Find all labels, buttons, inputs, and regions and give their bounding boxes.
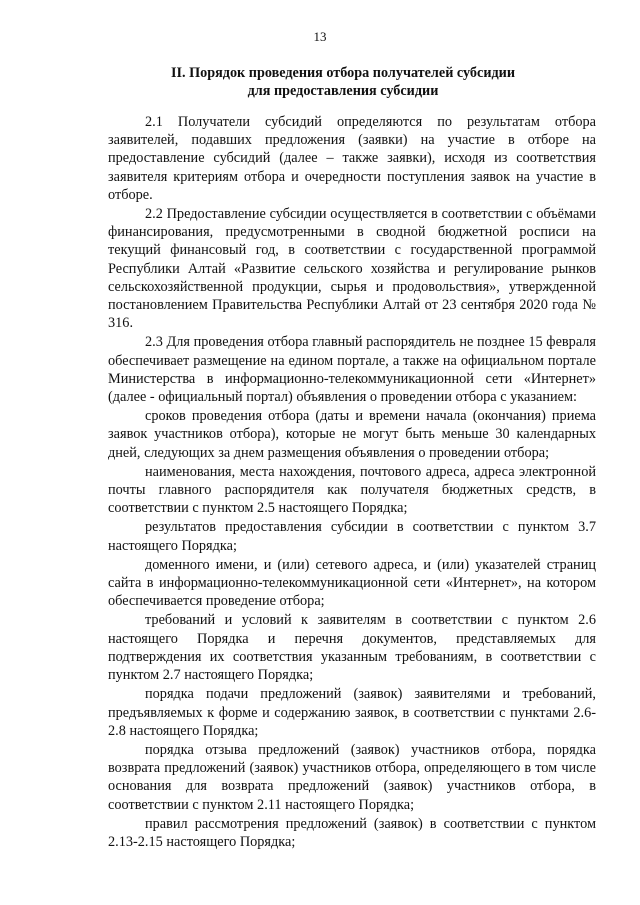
- paragraph-2-1: 2.1 Получатели субсидий определяются по результатам отбора заявителей, подавших предложения (заявки) на участие в отборе на предоставление субсидий (далее – также заявки), исходя из соответствия заявителя критериям отбора и очередности поступления заявок на участие в отборе.: [108, 114, 596, 203]
- paragraph-2-2: 2.2 Предоставление субсидии осуществляется в соответствии с объёмами финансирования, предусмотренными в сводной бюджетной росписи на текущий финансовый год, в соответствии с государственной программой Республики Алтай «Развитие сельского хозяйства и регулирование рынков сельскохозяйственной продукции, сырья и продовольствия», утвержденной постановлением Правительства Республики Алтай от 23 сентября 2020 года № 316.: [108, 206, 596, 332]
- list-item-withdrawal-order: порядка отзыва предложений (заявок) участников отбора, порядка возврата предложений (заявок) участников отбора, определяющего в том числе основания для возврата предложений (заявок) участников отбора, в соответствии с пунктом 2.11 настоящего Порядка;: [108, 741, 596, 813]
- list-item-review-rules: правил рассмотрения предложений (заявок) в соответствии с пунктом 2.13-2.15 настоящего Порядка;: [108, 815, 596, 850]
- section-heading-line-2: для предоставления субсидии: [247, 83, 439, 99]
- paragraph-2-3: 2.3 Для проведения отбора главный распорядитель не позднее 15 февраля обеспечивает размещение на едином портале, а также на официальном портале Министерства в информационно-телекоммуникационной сети «Интернет» (далее - официальный портал) объявления о проведении отбора с указанием:: [108, 334, 596, 406]
- section-heading-line-1: II. Порядок проведения отбора получателей субсидии: [170, 65, 516, 81]
- list-item-submission-order: порядка подачи предложений (заявок) заявителями и требований, предъявляемых к форме и содержанию заявок, в соответствии с пунктами 2.6-2.8 настоящего Порядка;: [108, 686, 596, 739]
- list-item-distributor-info: наименования, места нахождения, почтового адреса, адреса электронной почты главного распорядителя как получателя бюджетных средств, в соответствии с пунктом 2.5 настоящего Порядка;: [108, 463, 596, 517]
- list-item-results: результатов предоставления субсидии в соответствии с пунктом 3.7 настоящего Порядка;: [108, 519, 596, 554]
- list-item-domain-name: доменного имени, и (или) сетевого адреса, и (или) указателей страниц сайта в информационно-телекоммуникационной сети «Интернет», на котором обеспечивается проведение отбора;: [108, 556, 596, 610]
- document-body: [108, 113, 596, 851]
- page-number: 13: [313, 29, 327, 44]
- list-item-deadlines: сроков проведения отбора (даты и времени начала (окончания) приема заявок участников отбора), которые не могут быть меньше 30 календарных дней, следующих за днем размещения объявления о проведении отбора;: [108, 408, 596, 461]
- section-heading: [108, 64, 578, 100]
- list-item-requirements: требований и условий к заявителям в соответствии с пунктом 2.6 настоящего Порядка и перечня документов, представляемых для подтверждения их соответствия указанным требованиям, в соответствии с пунктом 2.7 настоящего Порядка;: [108, 612, 596, 684]
